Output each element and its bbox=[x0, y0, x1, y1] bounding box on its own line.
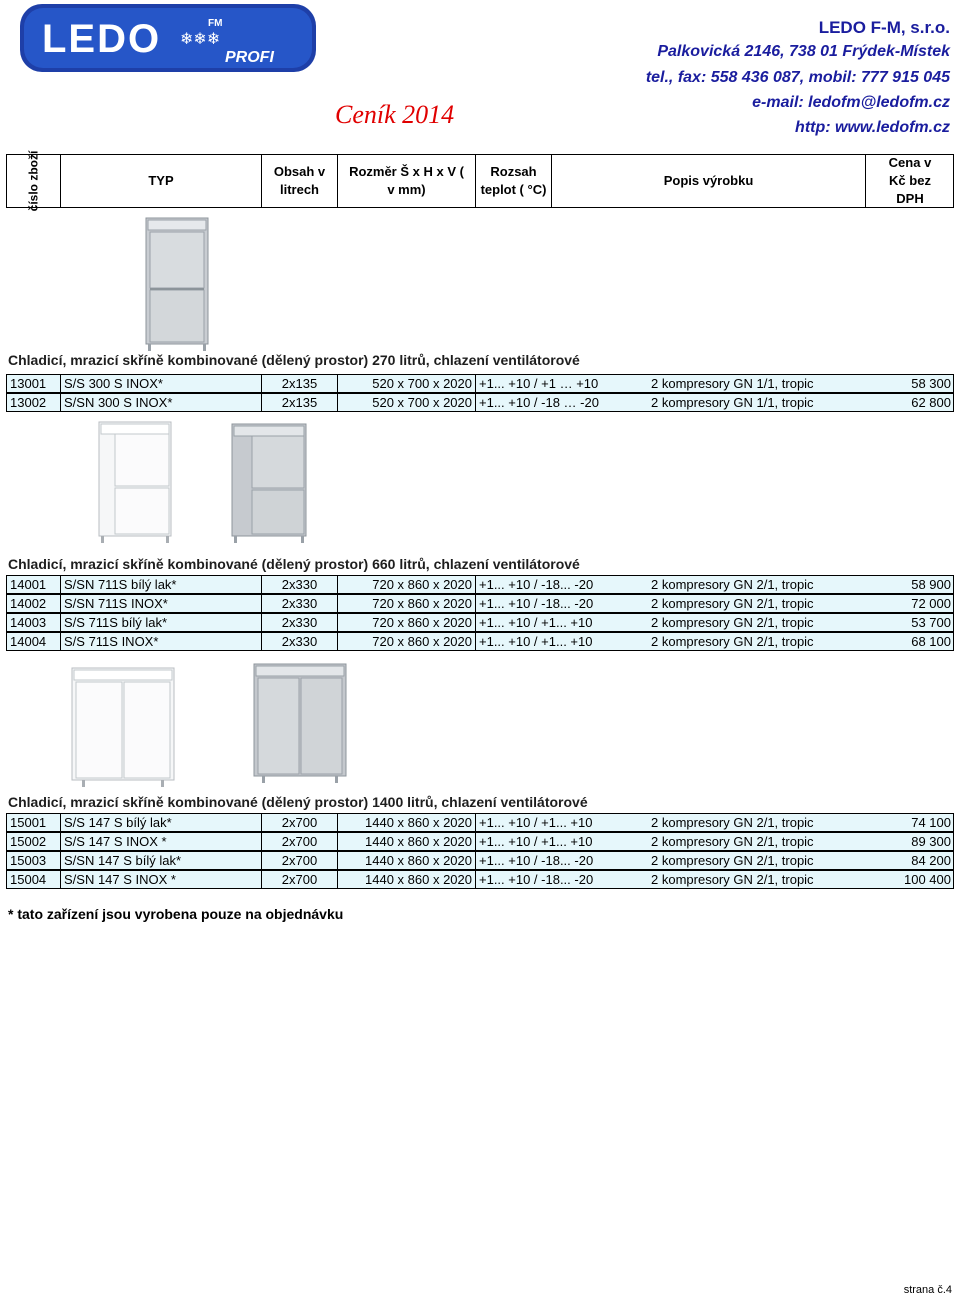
cell-desc: 2 kompresory GN 2/1, tropic bbox=[651, 853, 814, 868]
cell-price: 84 200 bbox=[911, 853, 951, 868]
cell-type: S/SN 147 S bílý lak* bbox=[61, 852, 262, 869]
table-row bbox=[6, 594, 954, 613]
cell-type: S/S 711S bílý lak* bbox=[61, 614, 262, 631]
cell-dims: 520 x 700 x 2020 bbox=[338, 394, 476, 411]
table-row bbox=[6, 870, 954, 889]
cell-desc: 2 kompresory GN 2/1, tropic bbox=[651, 815, 814, 830]
header-number bbox=[7, 150, 61, 212]
cell-dims: 520 x 700 x 2020 bbox=[338, 375, 476, 392]
company-address: Palkovická 2146, 738 01 Frýdek-Místek bbox=[657, 43, 950, 60]
fridge-image-inox-small bbox=[140, 214, 214, 352]
table-row bbox=[6, 832, 954, 851]
cell-code: 14002 bbox=[7, 595, 61, 612]
header-volume: Obsah v litrech bbox=[262, 155, 338, 207]
cell-desc: 2 kompresory GN 2/1, tropic bbox=[651, 577, 814, 592]
cell-type: S/SN 711S bílý lak* bbox=[61, 576, 262, 593]
cell-dims: 720 x 860 x 2020 bbox=[338, 576, 476, 593]
cell-price: 53 700 bbox=[911, 615, 951, 630]
cell-dims: 1440 x 860 x 2020 bbox=[338, 814, 476, 831]
table-row bbox=[6, 613, 954, 632]
cell-volume: 2x700 bbox=[262, 852, 338, 869]
cell-type: S/SN 711S INOX* bbox=[61, 595, 262, 612]
cell-desc: 2 kompresory GN 2/1, tropic bbox=[651, 872, 814, 887]
cell-price: 100 400 bbox=[904, 872, 951, 887]
cell-code: 15002 bbox=[7, 833, 61, 850]
cell-temp: +1... +10 / +1... +10 bbox=[479, 634, 593, 649]
cell-dims: 1440 x 860 x 2020 bbox=[338, 852, 476, 869]
cell-temp: +1... +10 / -18 … -20 bbox=[479, 395, 599, 410]
header-dimensions: Rozměr Š x H x V ( v mm) bbox=[338, 155, 476, 207]
cell-desc: 2 kompresory GN 2/1, tropic bbox=[651, 615, 814, 630]
cell-type: S/SN 300 S INOX* bbox=[61, 394, 262, 411]
cell-volume: 2x330 bbox=[262, 614, 338, 631]
header-temp-range: Rozsah teplot ( °C) bbox=[476, 155, 552, 207]
table-row bbox=[6, 575, 954, 594]
cell-temp: +1... +10 / -18... -20 bbox=[479, 853, 594, 868]
header-type: TYP bbox=[61, 155, 262, 207]
cell-type: S/S 147 S bílý lak* bbox=[61, 814, 262, 831]
table-row bbox=[6, 851, 954, 870]
section-title: Chladicí, mrazicí skříně kombinované (dělený prostor) 1400 litrů, chlazení ventilátorové bbox=[8, 794, 588, 810]
cell-volume: 2x330 bbox=[262, 633, 338, 650]
cell-dims: 720 x 860 x 2020 bbox=[338, 595, 476, 612]
cell-dims: 720 x 860 x 2020 bbox=[338, 633, 476, 650]
footnote: * tato zařízení jsou vyrobena pouze na objednávku bbox=[8, 906, 344, 922]
cell-desc: 2 kompresory GN 2/1, tropic bbox=[651, 834, 814, 849]
cell-temp: +1... +10 / +1... +10 bbox=[479, 615, 593, 630]
cell-price: 62 800 bbox=[911, 395, 951, 410]
cell-temp: +1... +10 / +1... +10 bbox=[479, 815, 593, 830]
cell-desc: 2 kompresory GN 2/1, tropic bbox=[651, 634, 814, 649]
logo-brand-text: LEDO bbox=[42, 17, 162, 61]
snowflake-icon: ❄❄❄ bbox=[180, 29, 221, 48]
cell-code: 13001 bbox=[7, 375, 61, 392]
cell-dims: 1440 x 860 x 2020 bbox=[338, 833, 476, 850]
cell-code: 15003 bbox=[7, 852, 61, 869]
header-price: Cena v Kč bez DPH bbox=[888, 155, 932, 206]
fridge-image-white-medium bbox=[95, 420, 175, 544]
cell-desc: 2 kompresory GN 1/1, tropic bbox=[651, 376, 814, 391]
cell-code: 14001 bbox=[7, 576, 61, 593]
cell-volume: 2x135 bbox=[262, 375, 338, 392]
fridge-image-inox-medium bbox=[228, 422, 310, 544]
logo-fm-text: FM bbox=[208, 18, 223, 29]
cell-type: S/S 711S INOX* bbox=[61, 633, 262, 650]
cell-desc: 2 kompresory GN 1/1, tropic bbox=[651, 395, 814, 410]
company-name: LEDO F-M, s.r.o. bbox=[818, 18, 950, 37]
fridge-image-white-large bbox=[68, 664, 178, 788]
company-email[interactable]: e-mail: ledofm@ledofm.cz bbox=[752, 94, 950, 111]
cell-volume: 2x700 bbox=[262, 814, 338, 831]
cell-temp: +1... +10 / +1... +10 bbox=[479, 834, 593, 849]
cell-price: 89 300 bbox=[911, 834, 951, 849]
fridge-image-inox-large bbox=[250, 660, 350, 784]
header-number-label: číslo zboží bbox=[26, 150, 41, 212]
cell-dims: 1440 x 860 x 2020 bbox=[338, 871, 476, 888]
logo-profi-text: PROFI bbox=[225, 49, 274, 66]
cell-code: 14003 bbox=[7, 614, 61, 631]
cell-temp: +1... +10 / -18... -20 bbox=[479, 872, 594, 887]
cell-volume: 2x330 bbox=[262, 576, 338, 593]
cell-type: S/SN 147 S INOX * bbox=[61, 871, 262, 888]
cell-price: 68 100 bbox=[911, 634, 951, 649]
cell-volume: 2x700 bbox=[262, 833, 338, 850]
cell-price: 58 300 bbox=[911, 376, 951, 391]
company-web[interactable]: http: www.ledofm.cz bbox=[795, 119, 950, 136]
cell-desc: 2 kompresory GN 2/1, tropic bbox=[651, 596, 814, 611]
cell-type: S/S 300 S INOX* bbox=[61, 375, 262, 392]
page-number: strana č.4 bbox=[903, 1284, 952, 1296]
table-row bbox=[6, 393, 954, 412]
cell-code: 13002 bbox=[7, 394, 61, 411]
section-title: Chladicí, mrazicí skříně kombinované (dělený prostor) 270 litrů, chlazení ventilátorové bbox=[8, 352, 580, 368]
header-description: Popis výrobku bbox=[552, 155, 866, 207]
company-logo bbox=[20, 4, 316, 72]
cell-code: 15004 bbox=[7, 871, 61, 888]
cell-temp: +1... +10 / -18... -20 bbox=[479, 596, 594, 611]
table-row bbox=[6, 374, 954, 393]
cell-temp: +1... +10 / +1 … +10 bbox=[479, 376, 599, 391]
cell-volume: 2x700 bbox=[262, 871, 338, 888]
table-header bbox=[6, 150, 954, 212]
cell-price: 58 900 bbox=[911, 577, 951, 592]
table-row bbox=[6, 632, 954, 651]
cell-type: S/S 147 S INOX * bbox=[61, 833, 262, 850]
cell-volume: 2x330 bbox=[262, 595, 338, 612]
cell-volume: 2x135 bbox=[262, 394, 338, 411]
cell-price: 72 000 bbox=[911, 596, 951, 611]
cell-temp: +1... +10 / -18... -20 bbox=[479, 577, 594, 592]
cell-code: 15001 bbox=[7, 814, 61, 831]
cell-dims: 720 x 860 x 2020 bbox=[338, 614, 476, 631]
price-list-title: Ceník 2014 bbox=[335, 100, 455, 129]
table-row bbox=[6, 813, 954, 832]
cell-code: 14004 bbox=[7, 633, 61, 650]
company-phone: tel., fax: 558 436 087, mobil: 777 915 045 bbox=[645, 69, 950, 86]
cell-price: 74 100 bbox=[911, 815, 951, 830]
section-title: Chladicí, mrazicí skříně kombinované (dělený prostor) 660 litrů, chlazení ventilátorové bbox=[8, 556, 580, 572]
